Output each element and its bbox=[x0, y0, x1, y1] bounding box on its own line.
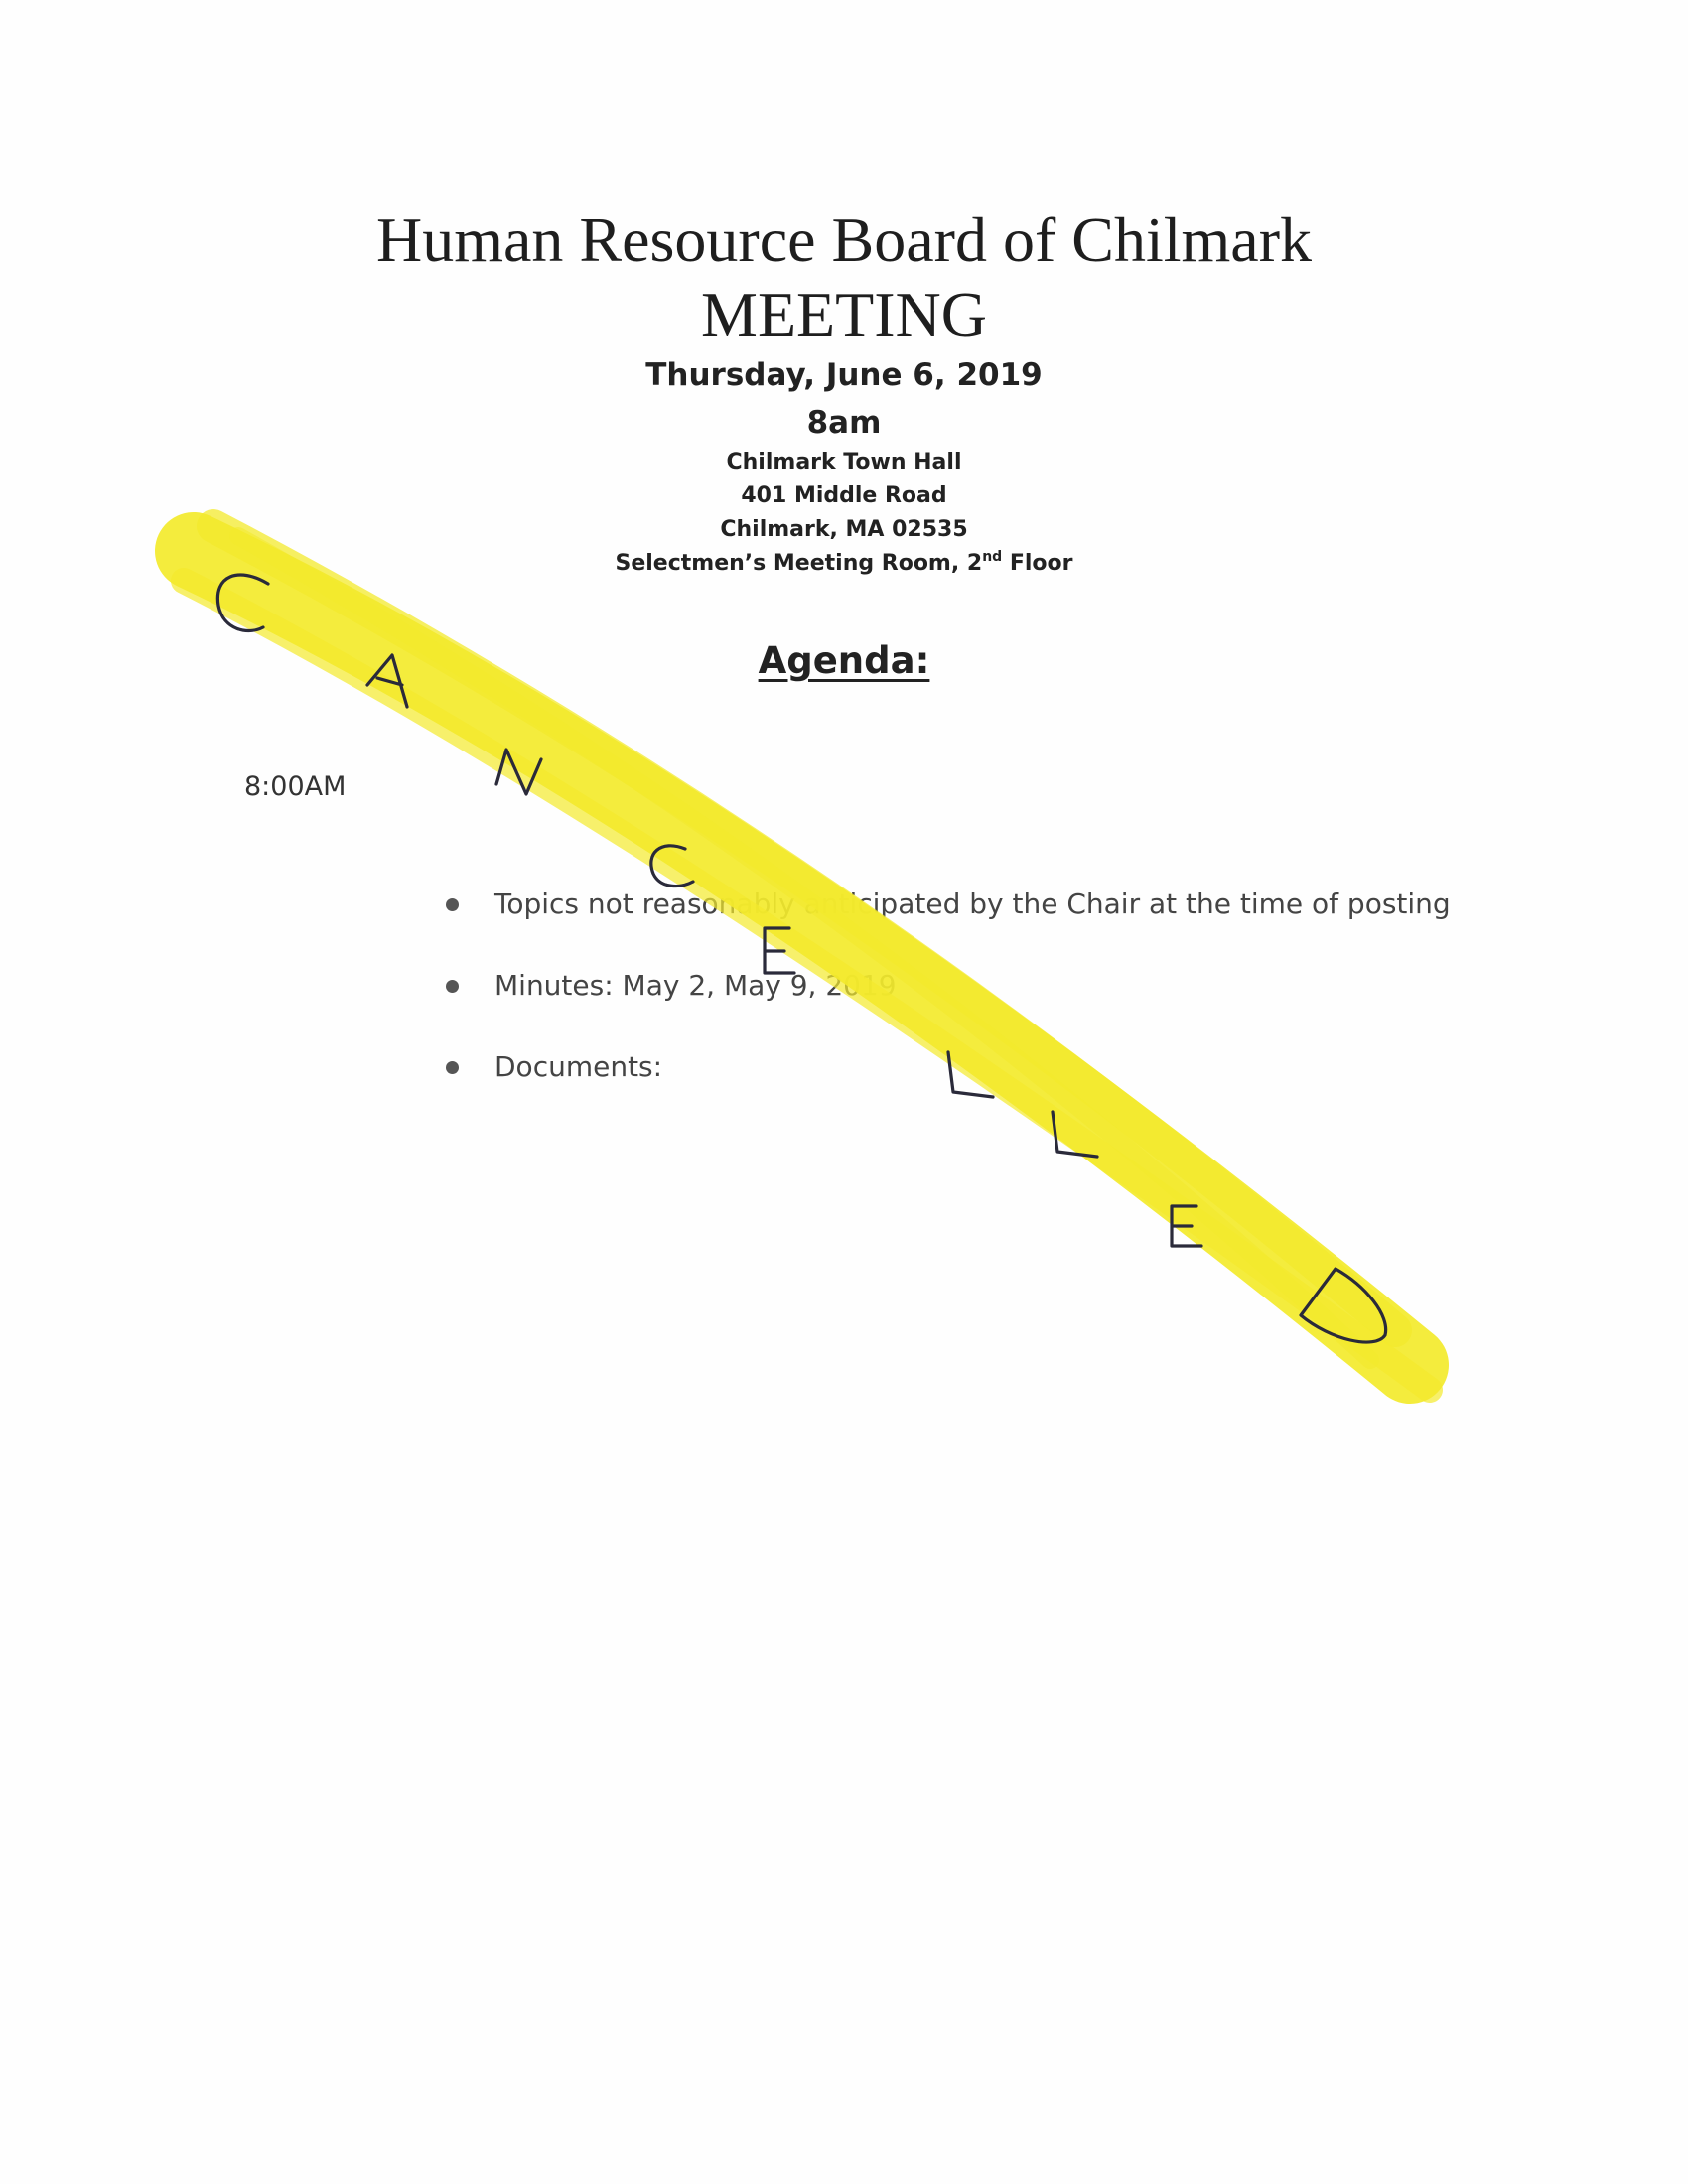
agenda-item-text: Topics not reasonably anticipated by the Chair at the time of posting bbox=[494, 887, 1451, 920]
agenda-start-time: 8:00AM bbox=[244, 771, 347, 802]
letter-e-2 bbox=[1172, 1206, 1201, 1246]
agenda-item bbox=[442, 884, 1451, 925]
meeting-date: Thursday, June 6, 2019 bbox=[645, 357, 1043, 393]
meeting-title: MEETING bbox=[701, 279, 987, 349]
board-title: Human Resource Board of Chilmark bbox=[376, 205, 1312, 275]
venue-room-prefix: Selectmen’s Meeting Room, 2 bbox=[615, 551, 983, 576]
venue-name: Chilmark Town Hall bbox=[726, 450, 962, 475]
venue-room-suffix: Floor bbox=[1002, 551, 1073, 576]
venue-room bbox=[0, 551, 1688, 576]
bullet-icon bbox=[446, 1061, 459, 1074]
letter-c-2 bbox=[651, 846, 693, 887]
agenda-item bbox=[442, 1046, 1451, 1088]
venue-street: 401 Middle Road bbox=[741, 483, 947, 508]
letter-n bbox=[496, 750, 541, 794]
venue-city: Chilmark, MA 02535 bbox=[720, 517, 968, 542]
agenda-item bbox=[442, 965, 1451, 1007]
bullet-icon bbox=[446, 898, 459, 911]
agenda-list bbox=[442, 884, 1451, 1128]
agenda-item-text: Minutes: May 2, May 9, 2019 bbox=[494, 969, 897, 1002]
letter-c bbox=[217, 575, 268, 630]
agenda-item-text: Documents: bbox=[494, 1050, 663, 1083]
agenda-heading: Agenda: bbox=[758, 639, 930, 682]
venue-room-ordinal: nd bbox=[982, 549, 1003, 565]
meeting-time: 8am bbox=[806, 405, 882, 441]
bullet-icon bbox=[446, 980, 459, 993]
letter-d bbox=[1301, 1269, 1386, 1342]
